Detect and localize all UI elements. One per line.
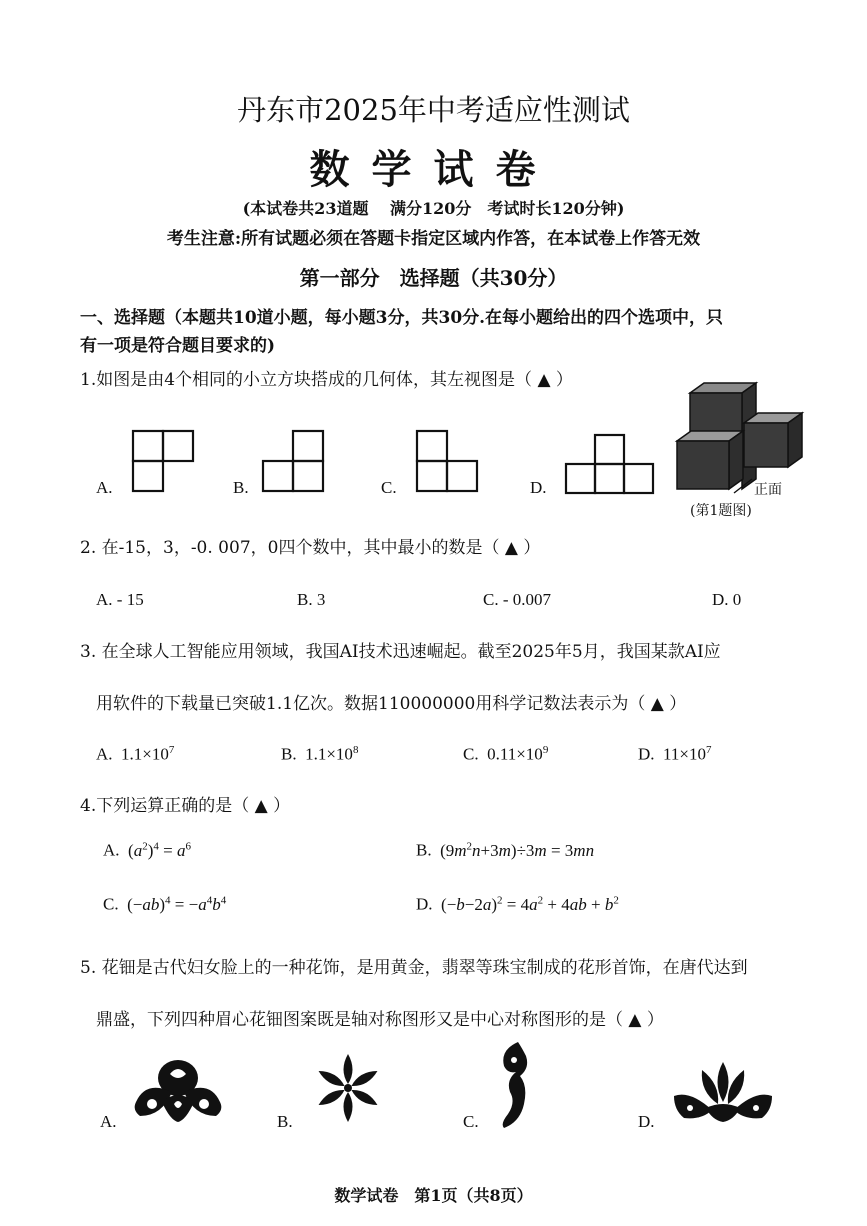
q1-option-b-label: B. — [233, 478, 249, 497]
q3-option-d: D. $11\times 10^7$ — [638, 744, 712, 764]
part-title: 第一部分 选择题（共30分） — [299, 266, 568, 290]
q3-option-b: B. $1.1\times 10^8$ — [281, 744, 359, 764]
q3-stem-line2: 用软件的下载量已突破1.1亿次。数据110000000用科学记数法表示为（ ▲ ） — [96, 694, 687, 714]
q1-option-c-figure — [416, 430, 478, 492]
q5-option-a-label: A. — [100, 1112, 117, 1131]
q4-option-b: B. $(9m^2n+3m)\div 3m = 3mn$ — [416, 840, 595, 860]
q2-option-b: B. 3 — [297, 590, 326, 609]
q1-option-d-label: D. — [530, 478, 547, 497]
q2-option-a: A. - 15 — [96, 590, 144, 609]
subject-title: 数学试卷 — [309, 146, 558, 193]
q5-option-b-figure — [310, 1052, 386, 1124]
q1-figure-caption: (第1题图) — [690, 503, 752, 519]
q1-option-a-figure — [132, 430, 194, 492]
q5-stem-line2: 鼎盛，下列四种眉心花钿图案既是轴对称图形又是中心对称图形的是（ ▲ ） — [96, 1010, 664, 1030]
q5-option-a-figure — [132, 1058, 224, 1124]
q3-option-a: A. $1.1\times 10^7$ — [96, 744, 175, 764]
q4-option-a: A. $(a^2)^4 = a^6$ — [103, 840, 191, 860]
exam-notice: 考生注意:所有试题必须在答题卡指定区域内作答，在本试卷上作答无效 — [166, 229, 701, 249]
q3-stem-line1: 3. 在全球人工智能应用领域，我国AI技术迅速崛起。截至2025年5月，我国某款AI应 — [80, 642, 721, 662]
q1-stem: 1.如图是由4个相同的小立方块搭成的几何体，其左视图是（ ▲ ） — [80, 370, 573, 390]
q3-option-c: C. $0.11\times 10^9$ — [463, 744, 549, 764]
q5-option-c-figure — [490, 1040, 538, 1130]
q4-option-d-expr: $(-b-2a)^2 = 4a^2 + 4ab + b^2$ — [441, 894, 619, 914]
section-heading-line1: 一、选择题（本题共10道小题，每小题3分，共30分.在每小题给出的四个选项中，只 — [80, 308, 724, 328]
q1-option-a-label: A. — [96, 478, 113, 497]
section-heading-line2: 有一项是符合题目要求的) — [80, 336, 276, 356]
q1-solid-figure — [672, 383, 812, 503]
q1-option-c-label: C. — [381, 478, 397, 497]
q5-option-d-label: D. — [638, 1112, 655, 1131]
q1-option-d-figure — [565, 434, 655, 494]
q2-option-c: C. - 0.007 — [483, 590, 551, 609]
q5-option-b-label: B. — [277, 1112, 293, 1131]
q4-option-b-expr: $(9m^2n+3m)\div 3m = 3mn$ — [440, 840, 595, 860]
q5-stem-line1: 5. 花钿是古代妇女脸上的一种花饰，是用黄金，翡翠等珠宝制成的花形首饰，在唐代达到 — [80, 958, 748, 978]
exam-info: (本试卷共23道题 满分120分 考试时长120分钟) — [242, 199, 625, 218]
q2-stem: 2. 在-15，3，-0. 007，0四个数中，其中最小的数是（ ▲ ） — [80, 538, 541, 558]
q5-option-c-label: C. — [463, 1112, 479, 1131]
q1-front-label: 正面 — [754, 482, 782, 498]
q4-option-c-expr: $(-ab)^4 = -a^4b^4$ — [127, 894, 227, 914]
q2-option-d: D. 0 — [712, 590, 742, 609]
page-footer: 数学试卷 第1页（共8页） — [334, 1186, 533, 1205]
q4-option-a-expr: $(a^2)^4 = a^6$ — [128, 840, 191, 860]
q4-stem: 4.下列运算正确的是（ ▲ ） — [80, 796, 291, 816]
q5-option-d-figure — [672, 1060, 774, 1124]
q4-option-c: C. $(-ab)^4 = -a^4b^4$ — [103, 894, 227, 914]
exam-name: 丹东市2025年中考适应性测试 — [237, 93, 630, 127]
q4-option-d: D. $(-b-2a)^2 = 4a^2 + 4ab + b^2$ — [416, 894, 619, 914]
q1-option-b-figure — [262, 430, 324, 492]
